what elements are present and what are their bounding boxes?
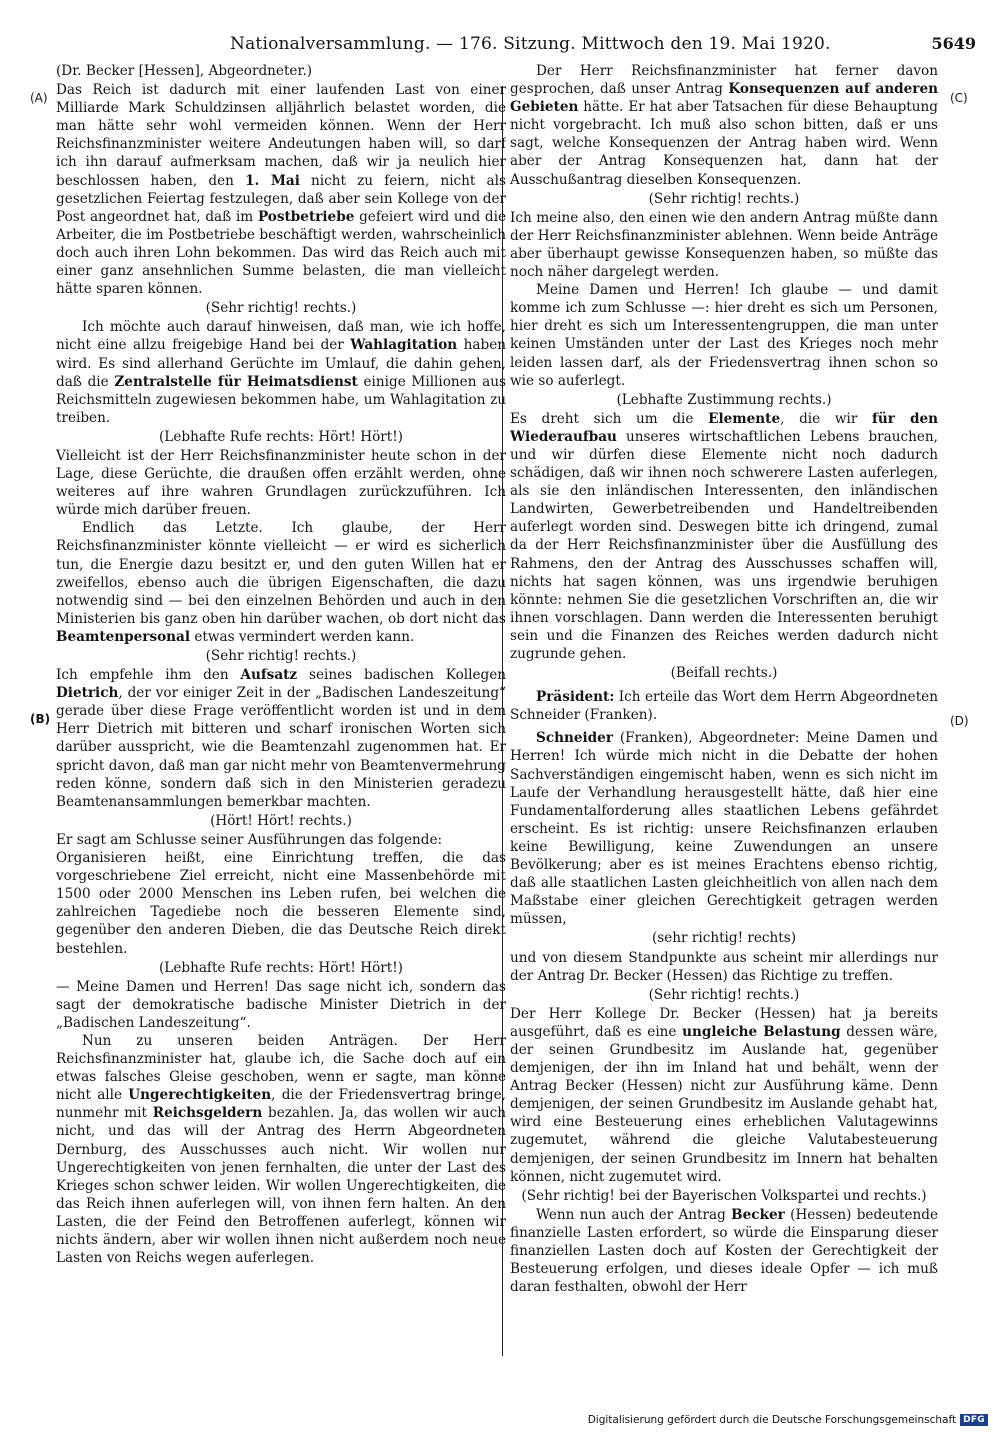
interjection: (Sehr richtig! rechts.) [648,190,800,207]
right-column [510,62,938,1352]
interjection: (sehr richtig! rechts) [651,930,797,947]
block-quote: Organisieren heißt, eine Einrichtung treffen, die das vorgeschriebene Ziel erreicht, nicht eine Massenbehörde mit 1500 oder 2000 Menschen ins Leben rufen, bei welchen die zahlreichen Tagediebe noch die besseren Elemente sind, gegenüber den anderen Dieben, die das Deutsche Reich direkt bestehlen. [56,850,506,957]
interjection: (Sehr richtig! bei der Bayerischen Volkspartei und rechts.) [521,1187,927,1204]
paragraph: Ich meine also, den einen wie den andern Antrag müßte dann der Herr Reichsfinanzminister ablehnen. Wenn beide Anträge aber überhaupt gewisse Konsequenzen haben, so müßte das noch näher dargelegt werden. [510,209,938,281]
interjection: (Lebhafte Rufe rechts: Hört! Hört!) [159,959,403,976]
paragraph: Er sagt am Schlusse seiner Ausführungen das folgende: [56,831,443,848]
interjection: (Sehr richtig! rechts.) [205,300,357,317]
paragraph: Schneider (Franken), Abgeordneter: Meine Damen und Herren! Ich würde mich nicht in die Debatte der hohen Sachverständigen eingemischt haben, wenn es sich nicht im Laufe der Verhandlung herausgestellt hätte, daß hier eine Fundamentalforderung alles staatlichen Lebens gefährdet erscheint. Es ist richtig: unsere Reichsfinanzen erlauben keine Bewilligung, keine Zuwendungen an unsere Bevölkerung; aber es ist meines Erachtens ebenso richtig, daß alle staatlichen Lasten gleichheitlich von allen nach dem Maßstabe einer gleichen Gerechtigkeit getragen werden müssen, [510,730,938,928]
running-title: Nationalversammlung. — 176. Sitzung. Mittwoch den 19. Mai 1920. [230,34,831,54]
margin-marker-d: (D) [950,714,969,728]
paragraph: Es dreht sich um die Elemente, die wir für den Wiederaufbau unseres wirtschaftlichen Lebens brauchen, und wir dürfen diese Elemente nicht noch dadurch schädigen, daß wir ihnen noch schwerere Lasten auferlegen, als sie den inländischen Interessenten, den inländischen Landwirten, Gewerbetreibenden und Handeltreibenden auferlegt worden sind. Deswegen bitte ich dringend, zumal da der Herr Reichsfinanzminister über die Ausfüllung des Rahmens, den der Antrag des Ausschusses schaffen will, nichts hat sagen können, was uns irgendwie beruhigen könnte: nehmen Sie die gesetzlichen Vorschriften an, die wir ihnen vorschlagen. Dann werden die Interessenten beruhigt sein und die Finanzen des Reiches werden dadurch nicht zugrunde gehen. [510,410,938,662]
interjection: (Sehr richtig! rechts.) [648,986,800,1003]
paragraph: und von diesem Standpunkte aus scheint mir allerdings nur der Antrag Dr. Becker (Hessen) das Richtige zu treffen. [510,949,938,984]
paragraph: Vielleicht ist der Herr Reichsfinanzminister heute schon in der Lage, diese Gerüchte, die draußen offen erzählt werden, ohne weiteres auf ihre wahren Grundlagen zurückzuführen. Ich würde mich darüber freuen. [56,447,506,519]
left-column [56,62,506,1352]
page-header [0,30,1000,58]
dfg-logo: DFG [960,1414,988,1426]
footer [588,1412,988,1428]
page-number: 5649 [931,34,976,53]
paragraph: — Meine Damen und Herren! Das sage nicht ich, sondern das sagt der demokratische badische Minister Dietrich in der „Badischen Landeszeitung“. [56,978,506,1031]
margin-marker-b: (B) [30,712,51,726]
interjection: (Sehr richtig! rechts.) [205,648,357,664]
paragraph: Ich möchte auch darauf hinweisen, daß man, wie ich hoffe, nicht eine allzu freigebige Hand bei der Wahlagitation haben wird. Es sind allerhand Gerüchte im Umlauf, die dahin gehen, daß die Zentralstelle für Heimatsdienst einige Millionen aus Reichsmitteln zugewiesen bekommen habe, um Wahlagitation zu treiben. [56,319,506,426]
paragraph: Das Reich ist dadurch mit einer laufenden Last von einer Milliarde Mark Schuldzinsen alljährlich belastet worden, die man hätte sehr wohl vermeiden können. Wenn der Herr Reichsfinanzminister weitere Andeutungen haben will, so darf ich ihn darauf aufmerksam machen, daß wir ja neulich hier beschlossen haben, den 1. Mai nicht zu feiern, nicht als gesetzlichen Feiertag festzulegen, daß aber sein Kollege von der Post angeordnet hat, daß im Postbetriebe gefeiert wird und die Arbeiter, die im Postbetriebe beschäftigt werden, wahrscheinlich doch auch ihren Lohn bekommen. Das wird das Reich auch mit einer ganz ansehnlichen Summe belasten, die man vielleicht hätte sparen können. [56,82,506,298]
speaker-header: (Dr. Becker [Hessen], Abgeordneter.) [56,63,313,79]
paragraph: Meine Damen und Herren! Ich glaube — und damit komme ich zum Schlusse —: hier dreht es sich um Personen, hier dreht es sich um Interessentengruppen, die man unter keinen Umständen unter der Last des Krieges noch mehr leiden lassen darf, als der Friedensvertrag ihnen schon so wie so auferlegt. [510,282,938,389]
interjection: (Lebhafte Zustimmung rechts.) [616,391,832,408]
paragraph: Der Herr Reichsfinanzminister hat ferner davon gesprochen, daß unser Antrag Konsequenzen auf anderen Gebieten hätte. Er hat aber Tatsachen für diese Behauptung nicht vorgebracht. Ich muß also schon bitten, daß er uns sagt, welche Konsequenzen der Antrag haben wird. Wenn aber der Antrag Konsequenzen hat, dann hat der Ausschußantrag dieselben Konsequenzen. [510,63,938,188]
paragraph: Ich empfehle ihm den Aufsatz seines badischen Kollegen Dietrich, der vor einiger Zeit in der „Badischen Landeszeitung“ gerade über diese Frage veröffentlicht worden ist und in dem Herr Dietrich mit bitteren und scharf ironischen Worten sich darüber ausspricht, wie die Beamtenzahl zugenommen hat. Er spricht davon, daß man gar nicht mehr von Beamtenvermehrung reden könne, sondern daß sich in den Ministerien geradezu Beamtenansammlungen bemerkbar machten. [56,667,506,810]
interjection: (Lebhafte Rufe rechts: Hört! Hört!) [159,428,403,445]
margin-marker-a: (A) [30,91,48,105]
margin-marker-c: (C) [950,91,968,105]
paragraph: Der Herr Kollege Dr. Becker (Hessen) hat ja bereits ausgeführt, daß es eine ungleiche Belastung dessen wäre, der seinen Grundbesitz im Auslande hat, gegenüber demjenigen, der ihn im Inland hat und behält, wenn der Antrag Becker (Hessen) nicht zur Ausführung käme. Denn demjenigen, der seinen Grundbesitz im Auslande gehabt hat, wird eine Besteuerung eines erheblichen Valutagewinns zugemutet, während die gleiche Valutabesteuerung demjenigen, der seinen Grundbesitz im Innern hat behalten können, nicht zugemutet wird. [510,1005,938,1185]
paragraph: Wenn nun auch der Antrag Becker (Hessen) bedeutende finanzielle Lasten erfordert, so würde die Einsparung dieser finanziellen Lasten doch auf Kosten der Gerechtigkeit der Besteuerung erfolgen, und dieses ideale Opfer — ich muß daran festhalten, obwohl der Herr [510,1206,938,1296]
interjection: (Hört! Hört! rechts.) [210,812,352,829]
paragraph: Präsident: Ich erteile das Wort dem Herrn Abgeordneten Schneider (Franken). [510,689,938,724]
paragraph: Nun zu unseren beiden Anträgen. Der Herr Reichsfinanzminister hat, glaube ich, die Sache doch auf ein etwas falsches Gleise geschoben, wenn er sagte, man könne nicht alle Ungerechtigkeiten, die der Friedensvertrag bringe, nunmehr mit Reichsgeldern bezahlen. Ja, das wollen wir auch nicht, und das will der Antrag des Herrn Abgeordneten Dernburg, des Ausschusses auch nicht. Wir wollen nur Ungerechtigkeiten von jenen fernhalten, die unter der Last des Krieges schon schwer leiden. Wir wollen Ungerechtigkeiten, die das Reich ihnen auferlegen will, von ihnen fern halten. An den Lasten, die der Feind den Betroffenen auferlegt, können wir nichts ändern, aber wir wollen ihnen nicht außerdem noch neue Lasten von Reichs wegen auferlegen. [56,1032,506,1267]
footer-credit: Digitalisierung gefördert durch die Deutsche Forschungsgemeinschaft [587,1414,957,1426]
interjection: (Beifall rechts.) [670,665,778,682]
paragraph: Endlich das Letzte. Ich glaube, der Herr Reichsfinanzminister könnte vielleicht — er wird es sicherlich tun, die Energie dazu besitzt er, und den guten Willen hat er zweifellos, ebenso auch die übrigen Eigenschaften, die dazu notwendig sind — bei den einzelnen Behörden und auch in den Ministerien bis ganz oben hin darüber wachen, ob dort nicht das Beamtenpersonal etwas vermindert werden kann. [56,520,506,645]
